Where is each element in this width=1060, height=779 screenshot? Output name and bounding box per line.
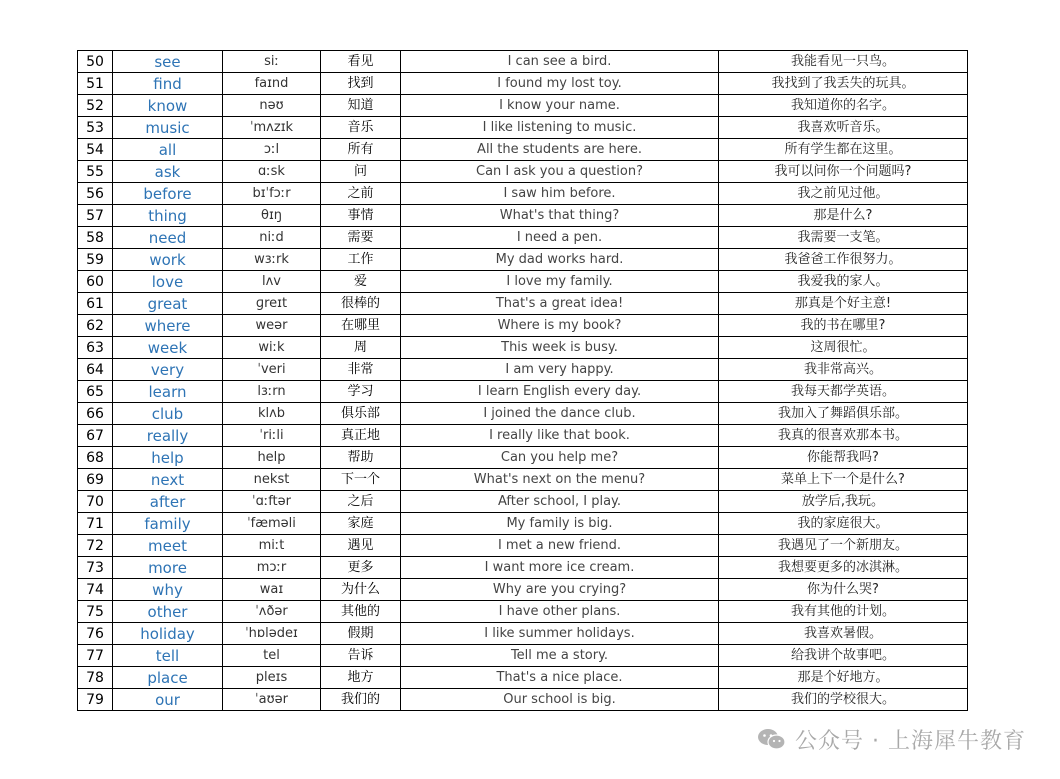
table-row [78,293,968,315]
chinese-meaning-cell: 帮助 [321,447,401,469]
sentence-translation-cell: 放学后,我玩。 [719,491,968,513]
phonetic-cell: nəʊ [223,95,321,117]
example-sentence-cell: Tell me a story. [401,645,719,667]
english-word-cell: after [113,491,223,513]
row-number-cell: 78 [78,667,113,689]
table-row [78,249,968,271]
english-word-cell: week [113,337,223,359]
table-row [78,623,968,645]
vocabulary-table-body [78,51,968,711]
sentence-translation-cell: 我知道你的名字。 [719,95,968,117]
phonetic-cell: klʌb [223,403,321,425]
row-number-cell: 60 [78,271,113,293]
table-row [78,579,968,601]
example-sentence-cell: I want more ice cream. [401,557,719,579]
chinese-meaning-cell: 爱 [321,271,401,293]
phonetic-cell: nekst [223,469,321,491]
table-row [78,73,968,95]
example-sentence-cell: That's a great idea! [401,293,719,315]
row-number-cell: 72 [78,535,113,557]
row-number-cell: 55 [78,161,113,183]
table-row [78,161,968,183]
sentence-translation-cell: 菜单上下一个是什么? [719,469,968,491]
phonetic-cell: tel [223,645,321,667]
example-sentence-cell: After school, I play. [401,491,719,513]
example-sentence-cell: What's next on the menu? [401,469,719,491]
english-word-cell: our [113,689,223,711]
sentence-translation-cell: 我有其他的计划。 [719,601,968,623]
english-word-cell: ask [113,161,223,183]
phonetic-cell: wɜːrk [223,249,321,271]
table-row [78,689,968,711]
english-word-cell: meet [113,535,223,557]
sentence-translation-cell: 我每天都学英语。 [719,381,968,403]
row-number-cell: 62 [78,315,113,337]
sentence-translation-cell: 我需要一支笔。 [719,227,968,249]
row-number-cell: 76 [78,623,113,645]
row-number-cell: 65 [78,381,113,403]
row-number-cell: 54 [78,139,113,161]
table-row [78,425,968,447]
sentence-translation-cell: 我喜欢听音乐。 [719,117,968,139]
row-number-cell: 70 [78,491,113,513]
chinese-meaning-cell: 下一个 [321,469,401,491]
watermark [757,722,1026,756]
phonetic-cell: help [223,447,321,469]
example-sentence-cell: Can you help me? [401,447,719,469]
english-word-cell: see [113,51,223,73]
english-word-cell: all [113,139,223,161]
example-sentence-cell: I learn English every day. [401,381,719,403]
example-sentence-cell: I found my lost toy. [401,73,719,95]
chinese-meaning-cell: 所有 [321,139,401,161]
chinese-meaning-cell: 知道 [321,95,401,117]
example-sentence-cell: Can I ask you a question? [401,161,719,183]
chinese-meaning-cell: 在哪里 [321,315,401,337]
english-word-cell: thing [113,205,223,227]
example-sentence-cell: My dad works hard. [401,249,719,271]
phonetic-cell: ˈʌðər [223,601,321,623]
phonetic-cell: faɪnd [223,73,321,95]
english-word-cell: other [113,601,223,623]
chinese-meaning-cell: 很棒的 [321,293,401,315]
table-row [78,557,968,579]
english-word-cell: holiday [113,623,223,645]
table-row [78,513,968,535]
phonetic-cell: ˈɑːftər [223,491,321,513]
sentence-translation-cell: 我可以问你一个问题吗? [719,161,968,183]
sentence-translation-cell: 给我讲个故事吧。 [719,645,968,667]
table-row [78,381,968,403]
example-sentence-cell: I met a new friend. [401,535,719,557]
sentence-translation-cell: 这周很忙。 [719,337,968,359]
phonetic-cell: ˈveri [223,359,321,381]
row-number-cell: 59 [78,249,113,271]
chinese-meaning-cell: 家庭 [321,513,401,535]
chinese-meaning-cell: 之前 [321,183,401,205]
sentence-translation-cell: 我遇见了一个新朋友。 [719,535,968,557]
english-word-cell: very [113,359,223,381]
chinese-meaning-cell: 之后 [321,491,401,513]
example-sentence-cell: I like listening to music. [401,117,719,139]
chinese-meaning-cell: 我们的 [321,689,401,711]
row-number-cell: 53 [78,117,113,139]
table-row [78,359,968,381]
example-sentence-cell: I really like that book. [401,425,719,447]
phonetic-cell: ˈmʌzɪk [223,117,321,139]
table-row [78,491,968,513]
sentence-translation-cell: 我爸爸工作很努力。 [719,249,968,271]
chinese-meaning-cell: 遇见 [321,535,401,557]
phonetic-cell: lʌv [223,271,321,293]
table-row [78,447,968,469]
example-sentence-cell: My family is big. [401,513,719,535]
chinese-meaning-cell: 告诉 [321,645,401,667]
table-row [78,315,968,337]
wechat-icon [757,727,787,751]
english-word-cell: find [113,73,223,95]
row-number-cell: 57 [78,205,113,227]
example-sentence-cell: This week is busy. [401,337,719,359]
chinese-meaning-cell: 事情 [321,205,401,227]
row-number-cell: 50 [78,51,113,73]
table-row [78,667,968,689]
row-number-cell: 51 [78,73,113,95]
phonetic-cell: θɪŋ [223,205,321,227]
row-number-cell: 63 [78,337,113,359]
example-sentence-cell: I need a pen. [401,227,719,249]
phonetic-cell: ɔːl [223,139,321,161]
chinese-meaning-cell: 音乐 [321,117,401,139]
chinese-meaning-cell: 更多 [321,557,401,579]
chinese-meaning-cell: 其他的 [321,601,401,623]
example-sentence-cell: What's that thing? [401,205,719,227]
english-word-cell: place [113,667,223,689]
table-row [78,601,968,623]
phonetic-cell: ˈhɒlədeɪ [223,623,321,645]
english-word-cell: why [113,579,223,601]
sentence-translation-cell: 那是个好地方。 [719,667,968,689]
english-word-cell: family [113,513,223,535]
table-row [78,645,968,667]
english-word-cell: love [113,271,223,293]
table-row [78,227,968,249]
chinese-meaning-cell: 看见 [321,51,401,73]
row-number-cell: 68 [78,447,113,469]
table-row [78,51,968,73]
row-number-cell: 69 [78,469,113,491]
sentence-translation-cell: 我真的很喜欢那本书。 [719,425,968,447]
english-word-cell: great [113,293,223,315]
chinese-meaning-cell: 学习 [321,381,401,403]
sentence-translation-cell: 你能帮我吗? [719,447,968,469]
example-sentence-cell: I have other plans. [401,601,719,623]
chinese-meaning-cell: 工作 [321,249,401,271]
example-sentence-cell: Where is my book? [401,315,719,337]
phonetic-cell: bɪˈfɔːr [223,183,321,205]
english-word-cell: know [113,95,223,117]
example-sentence-cell: I saw him before. [401,183,719,205]
phonetic-cell: weər [223,315,321,337]
chinese-meaning-cell: 地方 [321,667,401,689]
english-word-cell: where [113,315,223,337]
sentence-translation-cell: 我找到了我丢失的玩具。 [719,73,968,95]
example-sentence-cell: Why are you crying? [401,579,719,601]
row-number-cell: 67 [78,425,113,447]
english-word-cell: club [113,403,223,425]
example-sentence-cell: I know your name. [401,95,719,117]
example-sentence-cell: I can see a bird. [401,51,719,73]
sentence-translation-cell: 我之前见过他。 [719,183,968,205]
sentence-translation-cell: 我加入了舞蹈俱乐部。 [719,403,968,425]
english-word-cell: music [113,117,223,139]
english-word-cell: need [113,227,223,249]
table-row [78,95,968,117]
chinese-meaning-cell: 俱乐部 [321,403,401,425]
chinese-meaning-cell: 非常 [321,359,401,381]
example-sentence-cell: I like summer holidays. [401,623,719,645]
example-sentence-cell: I am very happy. [401,359,719,381]
sentence-translation-cell: 你为什么哭? [719,579,968,601]
example-sentence-cell: I love my family. [401,271,719,293]
phonetic-cell: pleɪs [223,667,321,689]
sentence-translation-cell: 我能看见一只鸟。 [719,51,968,73]
sentence-translation-cell: 我的书在哪里? [719,315,968,337]
watermark-text: 公众号 · 上海犀牛教育 [795,728,1026,754]
row-number-cell: 75 [78,601,113,623]
example-sentence-cell: I joined the dance club. [401,403,719,425]
phonetic-cell: ˈriːli [223,425,321,447]
sentence-translation-cell: 我喜欢暑假。 [719,623,968,645]
row-number-cell: 58 [78,227,113,249]
table-row [78,205,968,227]
row-number-cell: 61 [78,293,113,315]
sentence-translation-cell: 那真是个好主意! [719,293,968,315]
sentence-translation-cell: 我想要更多的冰淇淋。 [719,557,968,579]
english-word-cell: work [113,249,223,271]
phonetic-cell: wiːk [223,337,321,359]
english-word-cell: help [113,447,223,469]
row-number-cell: 64 [78,359,113,381]
chinese-meaning-cell: 问 [321,161,401,183]
phonetic-cell: ɑːsk [223,161,321,183]
phonetic-cell: mɔːr [223,557,321,579]
chinese-meaning-cell: 需要 [321,227,401,249]
chinese-meaning-cell: 为什么 [321,579,401,601]
phonetic-cell: ˈaʊər [223,689,321,711]
row-number-cell: 52 [78,95,113,117]
row-number-cell: 79 [78,689,113,711]
phonetic-cell: ˈfæməli [223,513,321,535]
row-number-cell: 66 [78,403,113,425]
phonetic-cell: miːt [223,535,321,557]
english-word-cell: really [113,425,223,447]
example-sentence-cell: All the students are here. [401,139,719,161]
row-number-cell: 73 [78,557,113,579]
sentence-translation-cell: 我们的学校很大。 [719,689,968,711]
table-row [78,271,968,293]
sentence-translation-cell: 我非常高兴。 [719,359,968,381]
phonetic-cell: niːd [223,227,321,249]
table-row [78,183,968,205]
chinese-meaning-cell: 找到 [321,73,401,95]
table-row [78,403,968,425]
phonetic-cell: waɪ [223,579,321,601]
sentence-translation-cell: 我的家庭很大。 [719,513,968,535]
english-word-cell: before [113,183,223,205]
chinese-meaning-cell: 周 [321,337,401,359]
phonetic-cell: ɡreɪt [223,293,321,315]
phonetic-cell: siː [223,51,321,73]
english-word-cell: tell [113,645,223,667]
table-row [78,535,968,557]
sentence-translation-cell: 所有学生都在这里。 [719,139,968,161]
english-word-cell: next [113,469,223,491]
row-number-cell: 56 [78,183,113,205]
chinese-meaning-cell: 假期 [321,623,401,645]
table-row [78,469,968,491]
vocabulary-table [77,50,968,711]
phonetic-cell: lɜːrn [223,381,321,403]
english-word-cell: learn [113,381,223,403]
example-sentence-cell: That's a nice place. [401,667,719,689]
sentence-translation-cell: 那是什么? [719,205,968,227]
row-number-cell: 74 [78,579,113,601]
table-row [78,337,968,359]
table-row [78,139,968,161]
row-number-cell: 71 [78,513,113,535]
example-sentence-cell: Our school is big. [401,689,719,711]
row-number-cell: 77 [78,645,113,667]
sentence-translation-cell: 我爱我的家人。 [719,271,968,293]
chinese-meaning-cell: 真正地 [321,425,401,447]
table-row [78,117,968,139]
english-word-cell: more [113,557,223,579]
